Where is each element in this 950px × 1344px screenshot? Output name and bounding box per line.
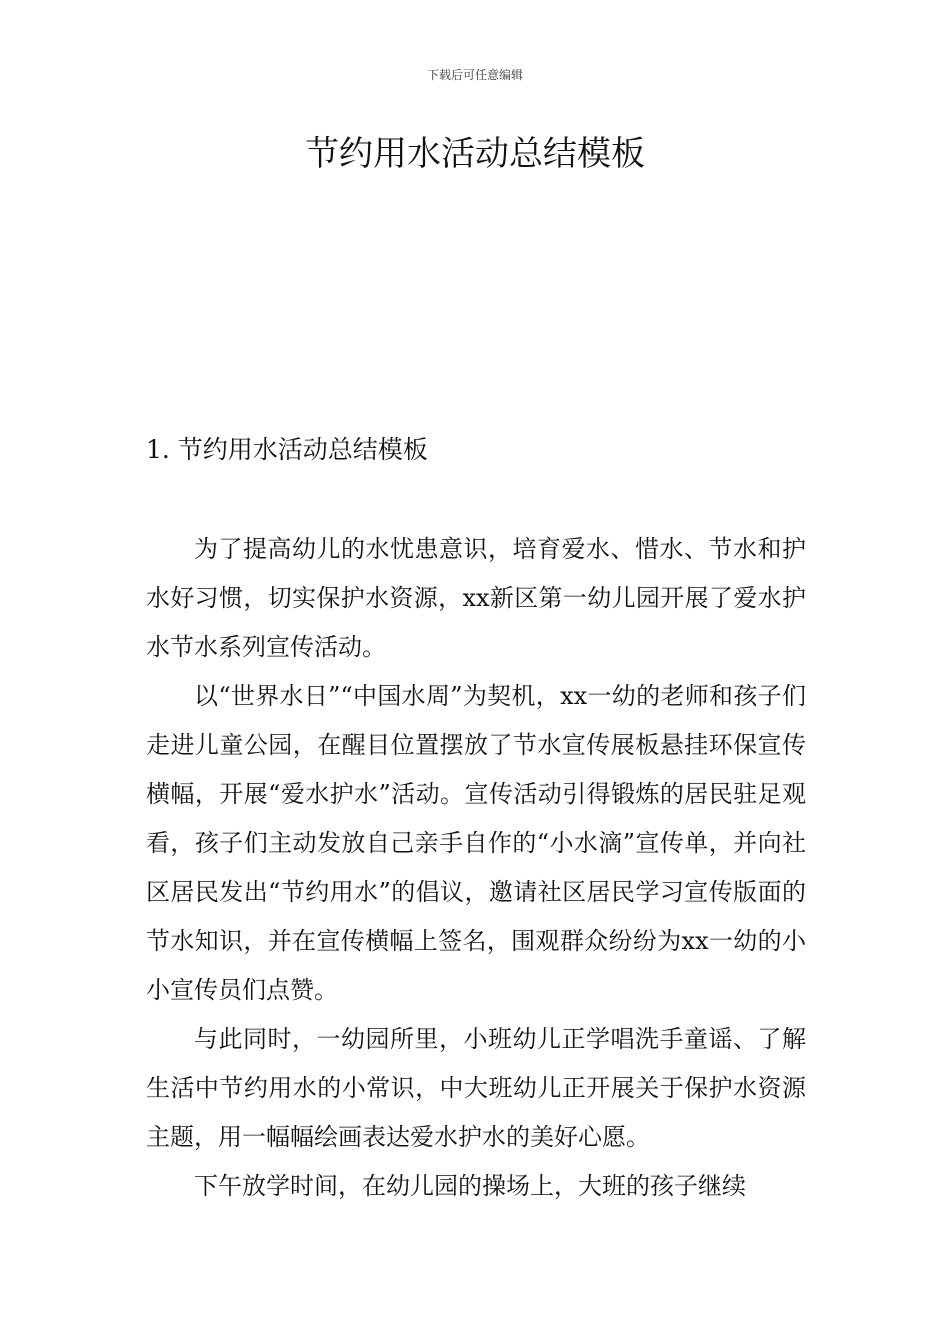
- header-note: 下载后可任意编辑: [426, 68, 523, 82]
- paragraph-1: 为了提高幼儿的水忧患意识，培育爱水、惜水、节水和护水好习惯，切实保护水资源，xx新区第一幼儿园开展了爱水护水节水系列宣传活动。: [146, 535, 806, 661]
- document-title: 节约用水活动总结模板: [305, 134, 645, 174]
- paragraph-4: 下午放学时间，在幼儿园的操场上，大班的孩子继续: [194, 1172, 746, 1200]
- section-heading: 1. 节约用水活动总结模板: [146, 435, 428, 464]
- paragraph-3: 与此同时，一幼园所里，小班幼儿正学唱洗手童谣、了解生活中节约用水的小常识，中大班幼儿正开展关于保护水资源主题，用一幅幅绘画表达爱水护水的美好心愿。: [146, 1025, 806, 1151]
- document-body: [146, 525, 806, 1211]
- paragraph-2: 以“世界水日”“中国水周”为契机，xx一幼的老师和孩子们走进儿童公园，在醒目位置摆放了节水宣传展板悬挂环保宣传横幅，开展“爱水护水”活动。宣传活动引得锻炼的居民驻足观看，孩子们主动发放自己亲手自作的“小水滴”宣传单，并向社区居民发出“节约用水”的倡议，邀请社区居民学习宣传版面的节水知识，并在宣传横幅上签名，围观群众纷纷为xx一幼的小小宣传员们点赞。: [146, 682, 806, 1004]
